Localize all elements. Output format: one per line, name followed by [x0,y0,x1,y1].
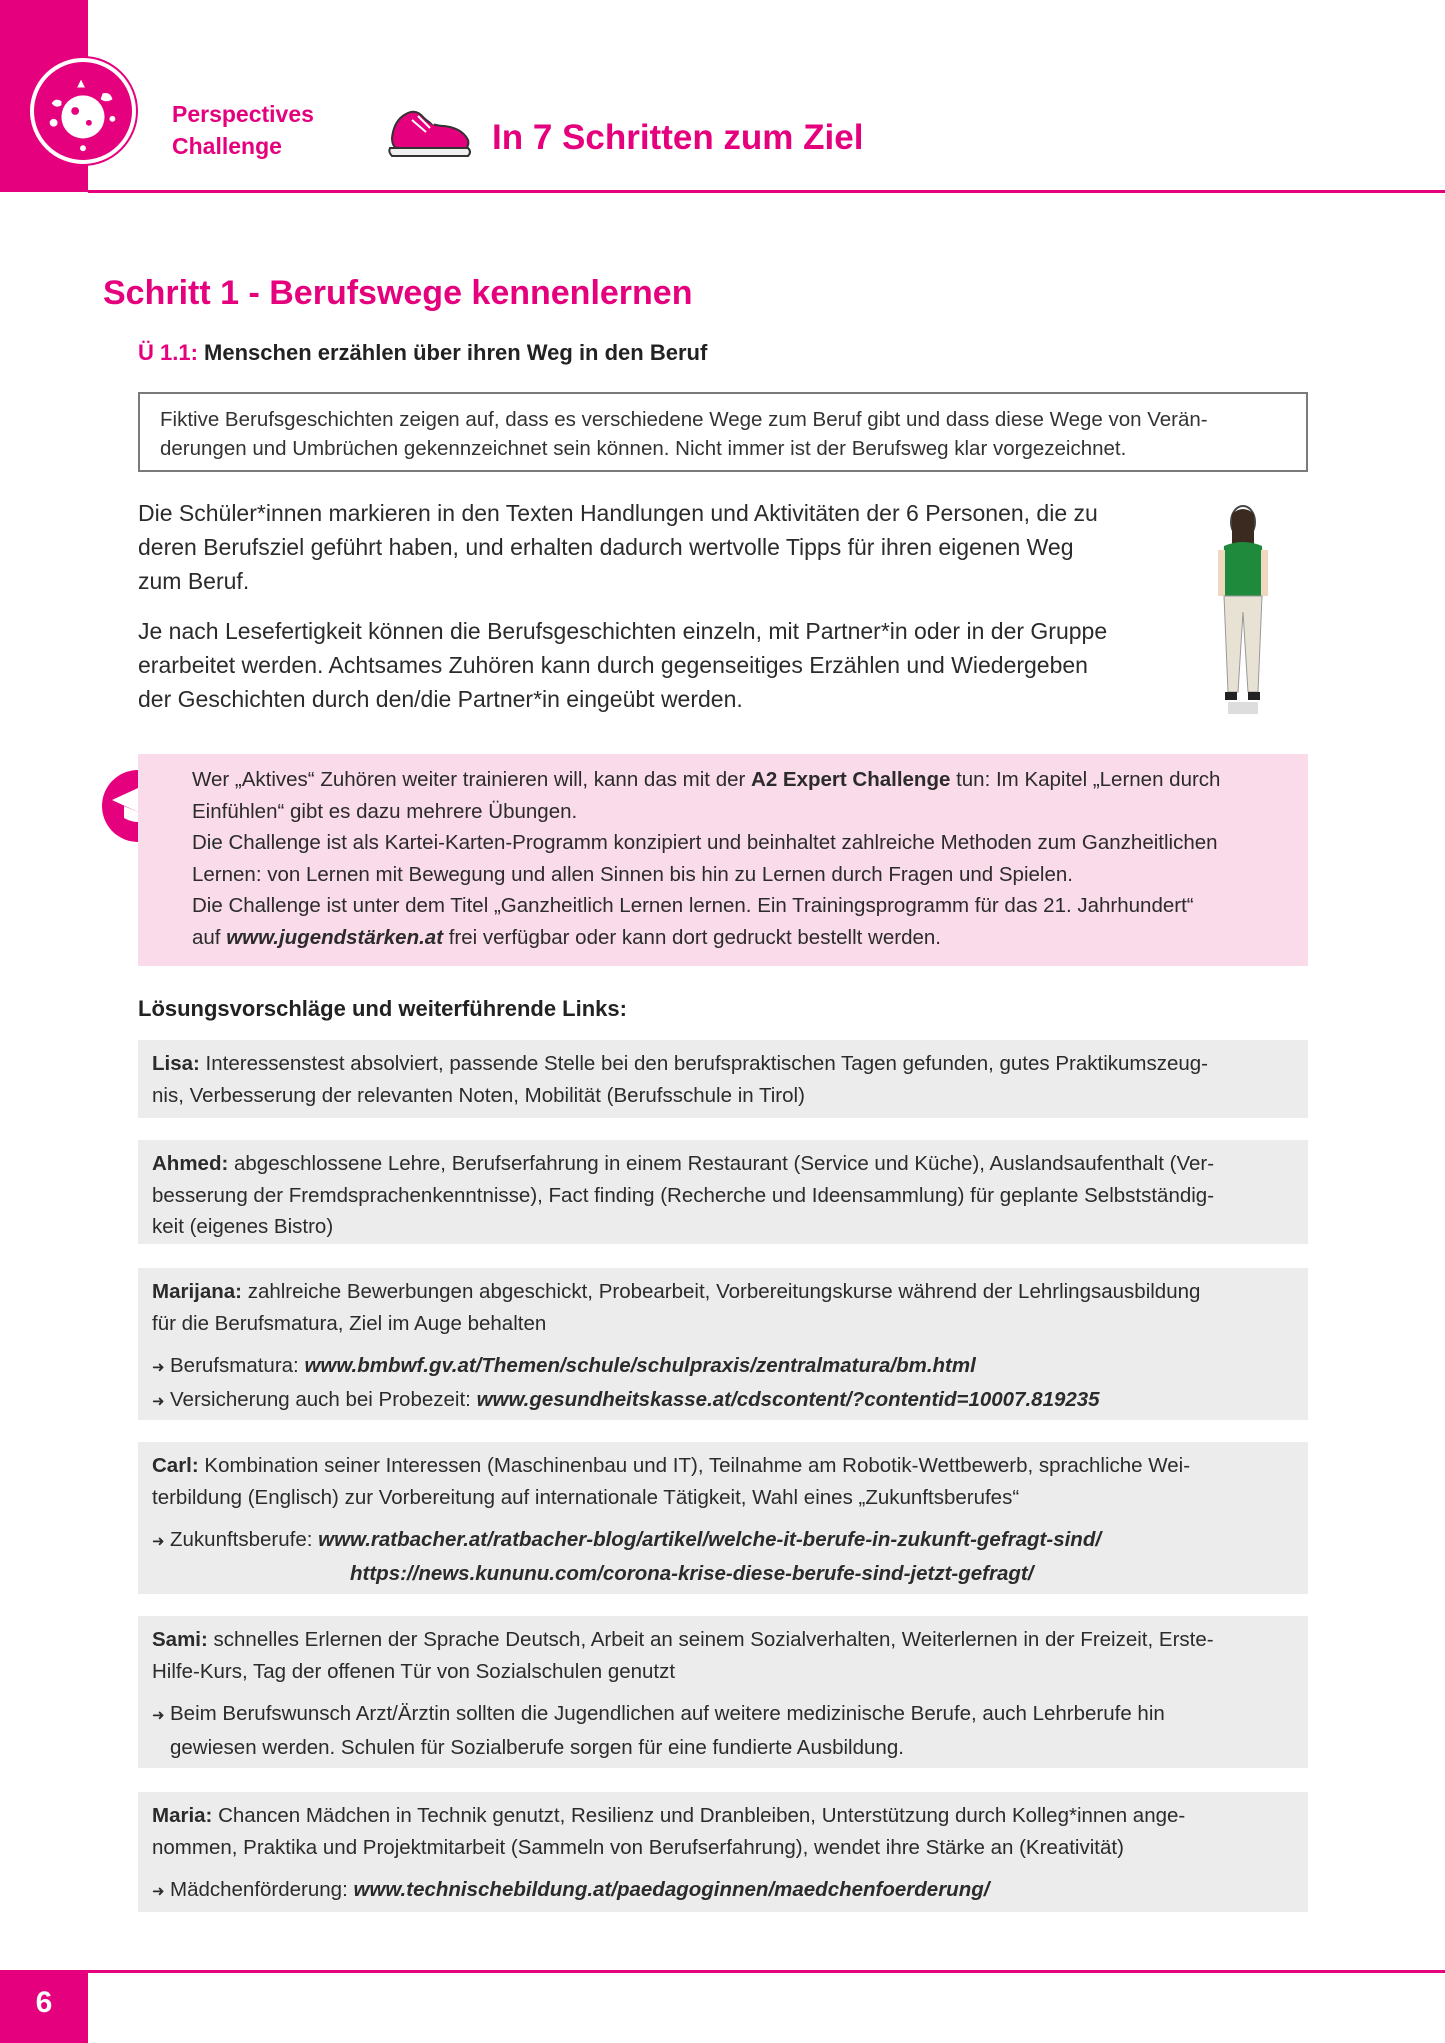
paragraph-2 [138,614,1178,716]
solution-line: nis, Verbesserung der relevanten Noten, Mobilität (Berufsschule in Tirol) [152,1083,805,1107]
solution-line: keit (eigenes Bistro) [152,1215,334,1238]
solution-line: für die Berufsmatura, Ziel im Auge behalten [152,1311,547,1335]
link-line [152,1874,1294,1908]
link-label: Berufsmatura: [170,1354,305,1377]
tip-line: Die Challenge ist als Kartei-Karten-Programm konzipiert und beinhaltet zahlreiche Methoden zum Ganzheitlichen [192,831,1218,854]
person-name: Carl: [152,1454,199,1477]
solution-text: Interessenstest absolviert, passende Stelle bei den berufspraktischen Tagen gefunden, gutes Praktikumszeug- [199,1052,1209,1075]
link-url[interactable]: https://news.kununu.com/corona-krise-diese-berufe-sind-jetzt-gefragt/ [350,1561,1034,1585]
paragraph-line: Je nach Lesefertigkeit können die Berufsgeschichten einzeln, mit Partner*in oder in der Gruppe [138,618,1108,644]
solution-text: Kombination seiner Interessen (Maschinenbau und IT), Teilnahme am Robotik-Wettbewerb, sprachliche Wei- [198,1454,1191,1477]
solution-sami [138,1616,1308,1768]
link-line [152,1350,1294,1384]
paragraph-line: Die Schüler*innen markieren in den Texten Handlungen und Aktivitäten der 6 Personen, die zu [138,500,1098,526]
arrow-right-icon: ➜ [152,1392,165,1410]
intro-line: Fiktive Berufsgeschichten zeigen auf, dass es verschiedene Wege zum Beruf gibt und dass diese Wege von Verän- [160,408,1208,431]
solution-text: schnelles Erlernen der Sprache Deutsch, Arbeit an seinem Sozialverhalten, Weiterlernen in der Freizeit, Erste- [207,1628,1214,1651]
solution-carl [138,1442,1308,1594]
note-line [152,1698,1294,1732]
intro-box [138,392,1308,472]
tip-line [192,764,1288,796]
person-illustration [1208,504,1278,716]
link-url[interactable]: www.bmbwf.gv.at/Themen/schule/schulpraxis/zentralmatura/bm.html [304,1354,976,1377]
brand-line-2: Challenge [172,133,282,159]
solution-line [152,1276,1294,1308]
person-name: Marijana: [152,1280,242,1303]
link-row [152,1874,1294,1908]
solution-line: nommen, Praktika und Projektmitarbeit (Sammeln von Berufserfahrung), wendet ihre Stärke an (Kreativität) [152,1835,1124,1859]
brand-line-1: Perspectives [172,101,314,127]
solution-lisa [138,1040,1308,1118]
link-label: Mädchenförderung: [170,1878,354,1901]
solution-marijana [138,1268,1308,1420]
tip-line: Die Challenge ist unter dem Titel „Ganzheitlich Lernen lernen. Ein Trainingsprogramm für das 21. Jahrhundert“ [192,894,1194,917]
note-line: gewiesen werden. Schulen für Sozialberufe sorgen für eine fundierte Ausbildung. [170,1735,904,1759]
solution-line [152,1450,1294,1482]
tip-highlight: A2 Expert Challenge [751,768,951,791]
solution-line [152,1048,1294,1080]
solution-text: zahlreiche Bewerbungen abgeschickt, Probearbeit, Vorbereitungskurse während der Lehrlingsausbildung [242,1280,1201,1303]
arrow-right-icon: ➜ [152,1533,165,1550]
arrow-right-icon: ➜ [152,1359,165,1376]
link-line [152,1524,1294,1558]
paragraph-1 [138,496,1178,598]
globe-logo-icon [30,58,136,164]
link-label: Zukunftsberufe: [170,1528,319,1551]
exercise-number: Ü 1.1: [138,340,198,365]
solution-line: Hilfe-Kurs, Tag der offenen Tür von Sozialschulen genutzt [152,1659,676,1683]
paragraph-line: zum Beruf. [138,568,250,594]
person-name: Lisa: [152,1052,200,1075]
header-title: In 7 Schritten zum Ziel [492,118,864,157]
link-line [152,1384,1294,1418]
solution-line [152,1148,1294,1180]
solutions-heading: Lösungsvorschläge und weiterführende Links: [138,996,627,1021]
link-url[interactable]: www.ratbacher.at/ratbacher-blog/artikel/welche-it-berufe-in-zukunft-gefragt-sind/ [318,1528,1102,1551]
footer-divider [88,1970,1445,1973]
paragraph-line: erarbeitet werden. Achtsames Zuhören kann durch gegenseitiges Erzählen und Wiedergeben [138,652,1088,678]
person-name: Maria: [152,1804,213,1827]
sneaker-icon [386,94,476,162]
tip-text: Wer „Aktives“ Zuhören weiter trainieren will, kann das mit der [192,768,752,791]
step-title: Schritt 1 - Berufswege kennenlernen [103,274,693,312]
arrow-right-icon: ➜ [152,1707,165,1724]
tip-text: tun: Im Kapitel „Lernen durch [950,768,1221,791]
link-url[interactable]: www.gesundheitskasse.at/cdscontent/?contentid=10007.819235 [476,1387,1100,1411]
note-row [152,1698,1294,1763]
intro-line: derungen und Umbrüchen gekennzeichnet sein können. Nicht immer ist der Berufsweg klar vorgezeichnet. [160,437,1127,460]
exercise-title: Menschen erzählen über ihren Weg in den Beruf [204,340,708,365]
solution-line [152,1624,1294,1656]
link-url[interactable]: www.technischebildung.at/paedagoginnen/maedchenfoerderung/ [353,1878,990,1901]
arrow-right-icon: ➜ [152,1883,165,1900]
tip-text: auf [192,925,227,949]
solution-line [152,1800,1294,1832]
page-number: 6 [35,1986,53,2019]
tip-link[interactable]: www.jugendstärken.at [226,925,444,949]
tip-line: Einfühlen“ gibt es dazu mehrere Übungen. [192,799,578,823]
solution-text: Chancen Mädchen in Technik genutzt, Resilienz und Dranbleiben, Unterstützung durch Kolleg*innen ange- [212,1804,1186,1827]
paragraph-line: deren Berufsziel geführt haben, und erhalten dadurch wertvolle Tipps für ihren eigenen Weg [138,534,1074,560]
paragraph-line: der Geschichten durch den/die Partner*in eingeübt werden. [138,686,743,712]
solution-maria [138,1792,1308,1912]
header-divider [88,190,1445,193]
person-name: Ahmed: [152,1152,229,1175]
brand-name [172,98,314,162]
tip-line: Lernen: von Lernen mit Bewegung und allen Sinnen bis hin zu Lernen durch Fragen und Spielen. [192,862,1073,886]
tip-text: frei verfügbar oder kann dort gedruckt bestellt werden. [443,925,941,949]
person-name: Sami: [152,1628,208,1651]
solution-line: terbildung (Englisch) zur Vorbereitung auf internationale Tätigkeit, Wahl eines „Zukunftsberufes“ [152,1485,1020,1509]
link-line [152,1558,1294,1590]
note-text: Beim Berufswunsch Arzt/Ärztin sollten die Jugendlichen auf weitere medizinische Berufe, auch Lehrberufe hin [170,1702,1165,1725]
exercise-heading [138,340,707,366]
link-row [152,1524,1294,1589]
tip-line [192,922,1288,954]
link-label: Versicherung auch bei Probezeit: [170,1387,477,1411]
solution-line: besserung der Fremdsprachenkenntnisse), Fact finding (Recherche und Ideensammlung) für geplante Selbstständig- [152,1183,1215,1207]
link-row [152,1350,1294,1417]
solution-text: abgeschlossene Lehre, Berufserfahrung in einem Restaurant (Service und Küche), Auslandsaufenthalt (Ver- [228,1152,1215,1175]
tip-box [138,754,1308,966]
solution-ahmed [138,1140,1308,1244]
